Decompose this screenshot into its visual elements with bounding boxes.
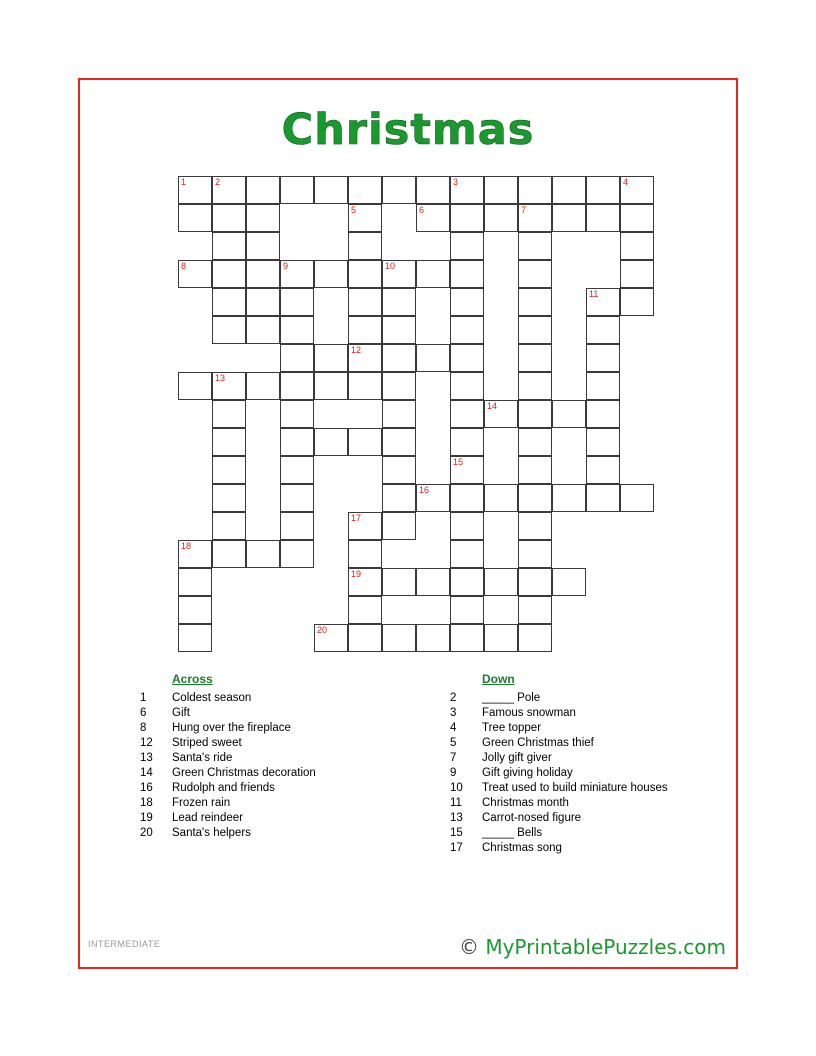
grid-cell[interactable]: [280, 176, 314, 204]
grid-cell[interactable]: [586, 288, 620, 316]
grid-cell[interactable]: [348, 624, 382, 652]
grid-cell[interactable]: [586, 484, 620, 512]
clue-item: [140, 781, 410, 796]
clue-number: 13: [450, 812, 463, 824]
clue-item: [450, 766, 730, 781]
grid-cell-number: 17: [351, 513, 362, 523]
grid-cell-number: 20: [317, 625, 328, 635]
clue-item: [450, 736, 730, 751]
clue-text: Tree topper: [482, 722, 542, 734]
clue-item: [140, 736, 410, 751]
clue-text: Carrot-nosed figure: [482, 812, 582, 824]
clue-item: [450, 721, 730, 736]
clue-item: [450, 691, 730, 706]
grid-cell[interactable]: [586, 316, 620, 344]
grid-cell[interactable]: [450, 176, 484, 204]
clue-text: Christmas month: [482, 797, 569, 809]
site-name: MyPrintablePuzzles.com: [485, 935, 726, 959]
grid-cell[interactable]: [450, 372, 484, 400]
clue-number: 18: [140, 797, 153, 809]
grid-cell[interactable]: [450, 512, 484, 540]
grid-cell[interactable]: [280, 512, 314, 540]
grid-cell[interactable]: [314, 344, 348, 372]
grid-cell[interactable]: [450, 484, 484, 512]
clue-number: 19: [140, 812, 153, 824]
grid-cell[interactable]: [382, 624, 416, 652]
grid-cell[interactable]: [450, 344, 484, 372]
grid-cell[interactable]: [450, 596, 484, 624]
grid-cell[interactable]: [212, 232, 246, 260]
grid-cell[interactable]: [450, 204, 484, 232]
grid-cell[interactable]: [280, 344, 314, 372]
clue-text: Green Christmas decoration: [172, 767, 316, 779]
grid-cell[interactable]: [382, 316, 416, 344]
clue-text: Rudolph and friends: [172, 782, 275, 794]
grid-cell[interactable]: [246, 540, 280, 568]
grid-cell[interactable]: [382, 288, 416, 316]
grid-cell[interactable]: [246, 232, 280, 260]
difficulty-label: INTERMEDIATE: [88, 939, 161, 949]
grid-cell[interactable]: [518, 596, 552, 624]
grid-cell[interactable]: [212, 260, 246, 288]
clue-number: 12: [140, 737, 153, 749]
clue-text: Santa's helpers: [172, 827, 251, 839]
grid-cell[interactable]: [212, 540, 246, 568]
grid-cell[interactable]: [280, 288, 314, 316]
grid-cell[interactable]: [450, 540, 484, 568]
grid-cell-number: 13: [215, 373, 226, 383]
grid-cell[interactable]: [620, 232, 654, 260]
crossword-grid[interactable]: [178, 176, 644, 652]
clue-item: [450, 811, 730, 826]
grid-cell[interactable]: [450, 316, 484, 344]
grid-cell[interactable]: [280, 316, 314, 344]
grid-cell[interactable]: [178, 176, 212, 204]
grid-cell[interactable]: [348, 176, 382, 204]
clue-number: 9: [450, 767, 457, 779]
down-heading: Down: [482, 672, 515, 686]
grid-cell[interactable]: [314, 372, 348, 400]
grid-cell[interactable]: [178, 372, 212, 400]
grid-cell[interactable]: [552, 176, 586, 204]
clue-text: Santa's ride: [172, 752, 233, 764]
printable-page: [78, 78, 738, 969]
grid-cell[interactable]: [586, 372, 620, 400]
across-clue-list: [140, 691, 410, 841]
clue-number: 1: [140, 692, 147, 704]
grid-cell[interactable]: [450, 288, 484, 316]
grid-cell[interactable]: [246, 372, 280, 400]
grid-cell[interactable]: [348, 344, 382, 372]
grid-cell[interactable]: [314, 624, 348, 652]
grid-cell[interactable]: [518, 456, 552, 484]
grid-cell[interactable]: [212, 372, 246, 400]
grid-cell[interactable]: [518, 260, 552, 288]
clue-item: [140, 691, 410, 706]
grid-cell-number: 15: [453, 457, 464, 467]
grid-cell-number: 12: [351, 345, 362, 355]
grid-cell[interactable]: [484, 568, 518, 596]
clue-number: 4: [450, 722, 457, 734]
grid-cell[interactable]: [620, 288, 654, 316]
grid-cell[interactable]: [382, 484, 416, 512]
grid-cell[interactable]: [552, 568, 586, 596]
grid-cell[interactable]: [280, 400, 314, 428]
clue-number: 11: [450, 797, 462, 809]
grid-cell[interactable]: [382, 372, 416, 400]
clue-text: Lead reindeer: [172, 812, 243, 824]
grid-cell[interactable]: [280, 540, 314, 568]
clue-number: 13: [140, 752, 153, 764]
grid-cell[interactable]: [416, 260, 450, 288]
grid-cell[interactable]: [620, 204, 654, 232]
clue-number: 2: [450, 692, 457, 704]
clue-item: [140, 751, 410, 766]
grid-cell[interactable]: [382, 512, 416, 540]
grid-cell[interactable]: [382, 260, 416, 288]
grid-cell[interactable]: [212, 484, 246, 512]
grid-cell[interactable]: [382, 428, 416, 456]
clue-item: [140, 766, 410, 781]
grid-cell[interactable]: [518, 204, 552, 232]
grid-cell[interactable]: [450, 260, 484, 288]
clue-number: 16: [140, 782, 153, 794]
grid-cell[interactable]: [620, 484, 654, 512]
page-title: Christmas: [281, 105, 535, 155]
grid-cell[interactable]: [552, 484, 586, 512]
clue-number: 17: [450, 842, 463, 854]
clue-text: Christmas song: [482, 842, 562, 854]
grid-cell[interactable]: [416, 204, 450, 232]
grid-cell[interactable]: [280, 456, 314, 484]
grid-cell-number: 18: [181, 541, 192, 551]
grid-cell[interactable]: [178, 260, 212, 288]
grid-cell[interactable]: [178, 568, 212, 596]
grid-cell[interactable]: [246, 176, 280, 204]
grid-cell[interactable]: [212, 512, 246, 540]
grid-cell-number: 14: [487, 401, 498, 411]
grid-cell[interactable]: [348, 232, 382, 260]
grid-cell[interactable]: [348, 512, 382, 540]
grid-cell[interactable]: [246, 260, 280, 288]
clue-number: 14: [140, 767, 153, 779]
grid-cell[interactable]: [552, 400, 586, 428]
clue-text: Treat used to build miniature houses: [482, 782, 668, 794]
grid-cell[interactable]: [518, 400, 552, 428]
grid-cell[interactable]: [450, 456, 484, 484]
grid-cell[interactable]: [518, 540, 552, 568]
clue-number: 10: [450, 782, 463, 794]
down-clue-list: [450, 691, 730, 856]
grid-cell[interactable]: [382, 400, 416, 428]
grid-cell[interactable]: [586, 400, 620, 428]
clue-text: _____ Bells: [482, 827, 543, 839]
grid-cell[interactable]: [518, 568, 552, 596]
grid-cell[interactable]: [416, 484, 450, 512]
grid-cell-number: 5: [351, 205, 357, 215]
grid-cell[interactable]: [450, 400, 484, 428]
grid-cell[interactable]: [246, 288, 280, 316]
grid-cell[interactable]: [382, 568, 416, 596]
clue-item: [140, 796, 410, 811]
grid-cell[interactable]: [586, 344, 620, 372]
grid-cell[interactable]: [586, 456, 620, 484]
clue-item: [450, 706, 730, 721]
clue-item: [450, 826, 730, 841]
grid-cell[interactable]: [348, 568, 382, 596]
grid-cell[interactable]: [450, 232, 484, 260]
grid-cell[interactable]: [314, 260, 348, 288]
grid-cell-number: 3: [453, 177, 459, 187]
grid-cell[interactable]: [212, 456, 246, 484]
grid-cell[interactable]: [246, 204, 280, 232]
grid-cell-number: 7: [521, 205, 527, 215]
clue-text: Coldest season: [172, 692, 252, 704]
grid-cell[interactable]: [348, 260, 382, 288]
grid-cell[interactable]: [212, 204, 246, 232]
grid-cell[interactable]: [348, 428, 382, 456]
clue-number: 6: [140, 707, 147, 719]
grid-cell[interactable]: [212, 288, 246, 316]
grid-cell[interactable]: [280, 428, 314, 456]
clue-item: [450, 751, 730, 766]
clue-item: [450, 781, 730, 796]
grid-cell[interactable]: [178, 624, 212, 652]
grid-cell[interactable]: [348, 288, 382, 316]
clue-text: Green Christmas thief: [482, 737, 594, 749]
grid-cell[interactable]: [178, 540, 212, 568]
clue-number: 20: [140, 827, 153, 839]
grid-cell[interactable]: [518, 484, 552, 512]
grid-cell-number: 16: [419, 485, 430, 495]
grid-cell[interactable]: [518, 512, 552, 540]
grid-cell[interactable]: [348, 204, 382, 232]
clue-number: 7: [450, 752, 457, 764]
grid-cell[interactable]: [518, 316, 552, 344]
grid-cell[interactable]: [280, 372, 314, 400]
clue-item: [140, 826, 410, 841]
clue-text: Jolly gift giver: [482, 752, 552, 764]
clue-text: Frozen rain: [172, 797, 231, 809]
grid-cell[interactable]: [586, 428, 620, 456]
grid-cell[interactable]: [212, 428, 246, 456]
grid-cell[interactable]: [484, 176, 518, 204]
clue-text: Gift: [172, 707, 190, 719]
clue-item: [140, 721, 410, 736]
grid-cell[interactable]: [416, 176, 450, 204]
grid-cell[interactable]: [348, 316, 382, 344]
grid-cell[interactable]: [518, 428, 552, 456]
grid-cell[interactable]: [484, 204, 518, 232]
grid-cell-number: 19: [351, 569, 362, 579]
clue-text: Hung over the fireplace: [172, 722, 291, 734]
grid-cell[interactable]: [246, 316, 280, 344]
grid-cell[interactable]: [484, 624, 518, 652]
grid-cell[interactable]: [178, 204, 212, 232]
grid-cell-number: 8: [181, 261, 187, 271]
clue-number: 5: [450, 737, 457, 749]
grid-cell-number: 4: [623, 177, 629, 187]
grid-cell[interactable]: [416, 344, 450, 372]
grid-cell[interactable]: [586, 176, 620, 204]
clue-text: Gift giving holiday: [482, 767, 573, 779]
across-heading: Across: [172, 672, 213, 686]
grid-cell-number: 10: [385, 261, 396, 271]
grid-cell[interactable]: [450, 624, 484, 652]
grid-cell[interactable]: [586, 204, 620, 232]
grid-cell-number: 6: [419, 205, 425, 215]
grid-cell-number: 1: [181, 177, 187, 187]
grid-cell[interactable]: [382, 176, 416, 204]
grid-cell[interactable]: [348, 540, 382, 568]
grid-cell[interactable]: [416, 568, 450, 596]
grid-cell[interactable]: [382, 456, 416, 484]
grid-cell[interactable]: [620, 260, 654, 288]
grid-cell[interactable]: [518, 288, 552, 316]
grid-cell-number: 9: [283, 261, 289, 271]
down-clues: [450, 672, 730, 856]
grid-cell[interactable]: [348, 596, 382, 624]
grid-cell[interactable]: [178, 596, 212, 624]
grid-cell[interactable]: [518, 344, 552, 372]
clue-item: [450, 841, 730, 856]
grid-cell[interactable]: [518, 176, 552, 204]
across-clues: [140, 672, 410, 841]
grid-cell[interactable]: [620, 176, 654, 204]
site-credit: [459, 935, 726, 959]
grid-cell[interactable]: [280, 484, 314, 512]
grid-cell[interactable]: [450, 428, 484, 456]
grid-cell[interactable]: [518, 372, 552, 400]
grid-cell[interactable]: [518, 232, 552, 260]
grid-cell[interactable]: [212, 316, 246, 344]
clue-number: 3: [450, 707, 457, 719]
clue-item: [450, 796, 730, 811]
grid-cell[interactable]: [416, 624, 450, 652]
grid-cell[interactable]: [348, 372, 382, 400]
grid-cell[interactable]: [212, 400, 246, 428]
grid-cell[interactable]: [484, 484, 518, 512]
grid-cell[interactable]: [552, 204, 586, 232]
grid-cell[interactable]: [314, 428, 348, 456]
clue-number: 8: [140, 722, 147, 734]
grid-cell-number: 2: [215, 177, 221, 187]
clue-item: [140, 811, 410, 826]
clue-text: _____ Pole: [482, 692, 541, 704]
clue-item: [140, 706, 410, 721]
clue-text: Famous snowman: [482, 707, 576, 719]
grid-cell[interactable]: [280, 260, 314, 288]
clue-number: 15: [450, 827, 463, 839]
grid-cell[interactable]: [382, 344, 416, 372]
grid-cell[interactable]: [212, 176, 246, 204]
clue-text: Striped sweet: [172, 737, 242, 749]
grid-cell-number: 11: [589, 289, 599, 299]
grid-cell[interactable]: [484, 400, 518, 428]
grid-cell[interactable]: [314, 176, 348, 204]
grid-cell[interactable]: [518, 624, 552, 652]
grid-cell[interactable]: [450, 568, 484, 596]
copyright-symbol: ©: [458, 935, 479, 959]
